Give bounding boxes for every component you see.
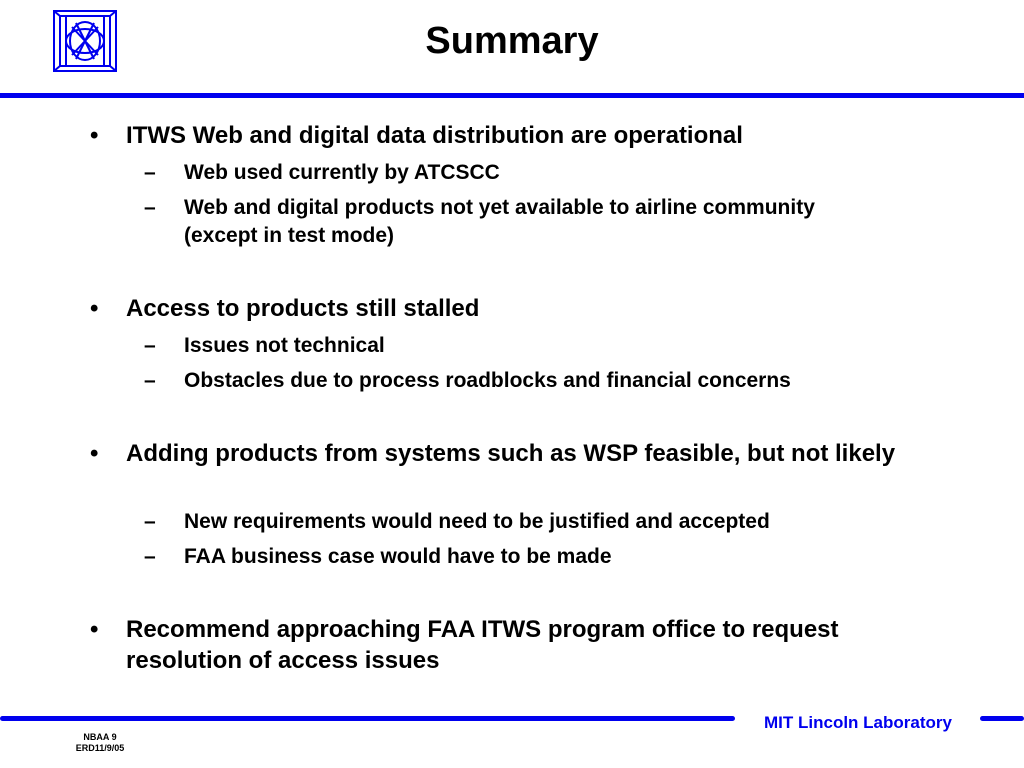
lab-name: MIT Lincoln Laboratory: [764, 713, 952, 732]
sub-text: Issues not technical: [184, 334, 385, 357]
dash-marker: –: [144, 545, 156, 568]
sub-item: [144, 367, 944, 395]
bullet-marker: •: [90, 295, 99, 322]
dash-marker: –: [144, 510, 156, 533]
bullet-text: Access to products still stalled: [126, 295, 480, 322]
date-reference: ERD11/9/05: [75, 743, 125, 753]
footer-rule-left: [0, 716, 735, 721]
dash-marker: –: [144, 196, 156, 219]
sub-text: FAA business case would have to be made: [184, 545, 612, 568]
bullet-marker: •: [90, 440, 99, 467]
slide-reference: NBAA 9: [83, 732, 117, 742]
sub-item: [144, 543, 944, 571]
slide-title: Summary: [425, 20, 599, 62]
bullet-item: [90, 614, 886, 676]
sub-item: [144, 194, 844, 250]
bullet-marker: •: [90, 122, 99, 149]
dash-marker: –: [144, 161, 156, 184]
bullet-text: Adding products from systems such as WSP feasible, but not likely: [126, 440, 896, 467]
sub-item: [144, 159, 944, 187]
sub-text: Obstacles due to process roadblocks and financial concerns: [184, 369, 791, 392]
bullet-item: [90, 438, 926, 469]
sub-item: [144, 508, 944, 536]
bullet-item: [90, 293, 926, 324]
sub-text: Web used currently by ATCSCC: [184, 161, 500, 184]
sub-text: Web and digital products not yet available to airline community (except in test mode): [184, 196, 815, 247]
bullet-marker: •: [90, 616, 99, 643]
bullet-text: ITWS Web and digital data distribution are operational: [126, 122, 743, 149]
bullet-item: [90, 120, 926, 151]
dash-marker: –: [144, 334, 156, 357]
footer-rule-right: [980, 716, 1024, 721]
sub-text: New requirements would need to be justified and accepted: [184, 510, 770, 533]
sub-item: [144, 332, 944, 360]
bullet-text: Recommend approaching FAA ITWS program office to request resolution of access issues: [126, 616, 839, 674]
dash-marker: –: [144, 369, 156, 392]
